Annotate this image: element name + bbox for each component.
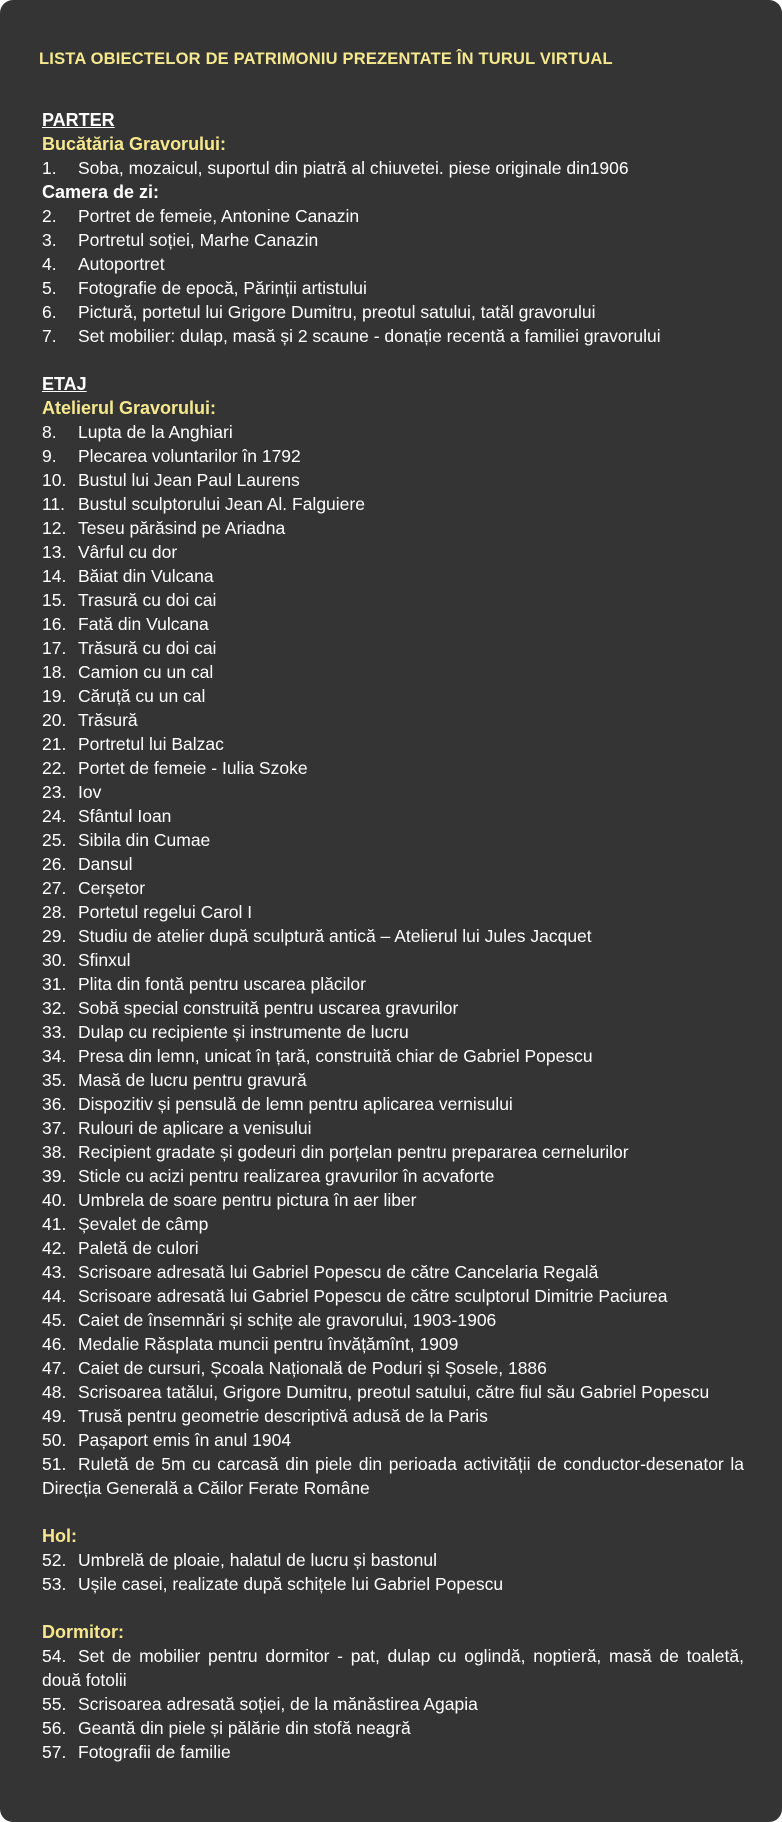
list-item: 22. Portet de femeie - Iulia Szoke xyxy=(42,758,308,778)
list-item: 24. Sfântul Ioan xyxy=(42,806,172,826)
list-item: 26. Dansul xyxy=(42,854,133,874)
list-item: 38. Recipient gradate și godeuri din porțelan pentru prepararea cernelurilor xyxy=(42,1142,629,1162)
list-item: 9. Plecarea voluntarilor în 1792 xyxy=(42,446,301,466)
list-item: 17. Trăsură cu doi cai xyxy=(42,638,217,658)
list-item: 47. Caiet de cursuri, Școala Națională de Poduri și Șosele, 1886 xyxy=(42,1358,547,1378)
list-item: 49. Trusă pentru geometrie descriptivă adusă de la Paris xyxy=(42,1406,488,1426)
list-item: 51. Ruletă de 5m cu carcasă din piele din perioada activității de conductor-desenator la Direcția Generală a Căilor Ferate Române xyxy=(42,1454,744,1498)
list-item: 29. Studiu de atelier după sculptură antică – Atelierul lui Jules Jacquet xyxy=(42,926,592,946)
room-heading-dormitor: Dormitor: xyxy=(42,1622,124,1642)
heritage-list-content xyxy=(42,108,744,1764)
list-item: 30. Sfinxul xyxy=(42,950,131,970)
list-item: 1. Soba, mozaicul, suportul din piatră al chiuvetei. piese originale din1906 xyxy=(42,158,629,178)
list-item: 5. Fotografie de epocă, Părinții artistului xyxy=(42,278,367,298)
room-heading-hol: Hol: xyxy=(42,1526,77,1546)
list-item: 8. Lupta de la Anghiari xyxy=(42,422,233,442)
list-item: 21. Portretul lui Balzac xyxy=(42,734,224,754)
list-item: 54. Set de mobilier pentru dormitor - pat, dulap cu oglindă, noptieră, masă de toaletă, două fotolii xyxy=(42,1646,744,1690)
list-item: 27. Cerșetor xyxy=(42,878,146,898)
list-item: 50. Pașaport emis în anul 1904 xyxy=(42,1430,292,1450)
list-item: 52. Umbrelă de ploaie, halatul de lucru și bastonul xyxy=(42,1550,437,1570)
list-item: 44. Scrisoare adresată lui Gabriel Popescu de către sculptorul Dimitrie Paciurea xyxy=(42,1286,668,1306)
list-item: 57. Fotografii de familie xyxy=(42,1742,231,1762)
list-item: 25. Sibila din Cumae xyxy=(42,830,211,850)
list-item: 46. Medalie Răsplata muncii pentru învățămînt, 1909 xyxy=(42,1334,459,1354)
list-item: 3. Portretul soției, Marhe Canazin xyxy=(42,230,319,250)
list-item: 41. Șevalet de câmp xyxy=(42,1214,209,1234)
list-item: 23. Iov xyxy=(42,782,102,802)
list-item: 19. Căruță cu un cal xyxy=(42,686,206,706)
list-item: 10. Bustul lui Jean Paul Laurens xyxy=(42,470,300,490)
list-item: 53. Ușile casei, realizate după schițele lui Gabriel Popescu xyxy=(42,1574,504,1594)
list-item: 42. Paletă de culori xyxy=(42,1238,199,1258)
list-item: 11. Bustul sculptorului Jean Al. Falguiere xyxy=(42,494,365,514)
list-item: 36. Dispozitiv și pensulă de lemn pentru aplicarea vernisului xyxy=(42,1094,513,1114)
list-item: 32. Sobă special construită pentru uscarea gravurilor xyxy=(42,998,459,1018)
page-title: LISTA OBIECTELOR DE PATRIMONIU PREZENTATE ÎN TURUL VIRTUAL xyxy=(39,50,613,68)
floor-heading-etaj: ETAJ xyxy=(42,374,87,394)
list-item: 16. Fată din Vulcana xyxy=(42,614,209,634)
list-item: 18. Camion cu un cal xyxy=(42,662,214,682)
list-item: 45. Caiet de însemnări și schițe ale gravorului, 1903-1906 xyxy=(42,1310,497,1330)
list-item: 35. Masă de lucru pentru gravură xyxy=(42,1070,307,1090)
list-item: 34. Presa din lemn, unicat în țară, construită chiar de Gabriel Popescu xyxy=(42,1046,593,1066)
list-item: 15. Trasură cu doi cai xyxy=(42,590,217,610)
list-item: 48. Scrisoarea tatălui, Grigore Dumitru, preotul satului, către fiul său Gabriel Popescu xyxy=(42,1382,710,1402)
list-item: 28. Portetul regelui Carol I xyxy=(42,902,253,922)
room-heading-bucataria: Bucătăria Gravorului: xyxy=(42,134,227,154)
list-item: 2. Portret de femeie, Antonine Canazin xyxy=(42,206,360,226)
list-item: 37. Rulouri de aplicare a venisului xyxy=(42,1118,312,1138)
list-item: 31. Plita din fontă pentru uscarea plăcilor xyxy=(42,974,366,994)
list-item: 13. Vârful cu dor xyxy=(42,542,178,562)
list-item: 43. Scrisoare adresată lui Gabriel Popescu de către Cancelaria Regală xyxy=(42,1262,599,1282)
list-item: 40. Umbrela de soare pentru pictura în aer liber xyxy=(42,1190,417,1210)
list-item: 14. Băiat din Vulcana xyxy=(42,566,214,586)
list-item: 55. Scrisoarea adresată soției, de la mănăstirea Agapia xyxy=(42,1694,478,1714)
list-item: 39. Sticle cu acizi pentru realizarea gravurilor în acvaforte xyxy=(42,1166,495,1186)
room-heading-atelier: Atelierul Gravorului: xyxy=(42,398,217,418)
list-item: 12. Teseu părăsind pe Ariadna xyxy=(42,518,286,538)
list-item: 6. Pictură, portetul lui Grigore Dumitru, preotul satului, tatăl gravorului xyxy=(42,302,596,322)
room-heading-camera-de-zi: Camera de zi: xyxy=(42,182,160,202)
list-item: 33. Dulap cu recipiente și instrumente de lucru xyxy=(42,1022,409,1042)
list-item: 20. Trăsură xyxy=(42,710,138,730)
atelier-item-list xyxy=(42,420,744,1500)
floor-heading-parter: PARTER xyxy=(42,110,115,130)
list-item: 4. Autoportret xyxy=(42,254,165,274)
list-item: 56. Geantă din piele și pălărie din stofă neagră xyxy=(42,1718,411,1738)
list-item: 7. Set mobilier: dulap, masă și 2 scaune - donație recentă a familiei gravorului xyxy=(42,326,661,346)
